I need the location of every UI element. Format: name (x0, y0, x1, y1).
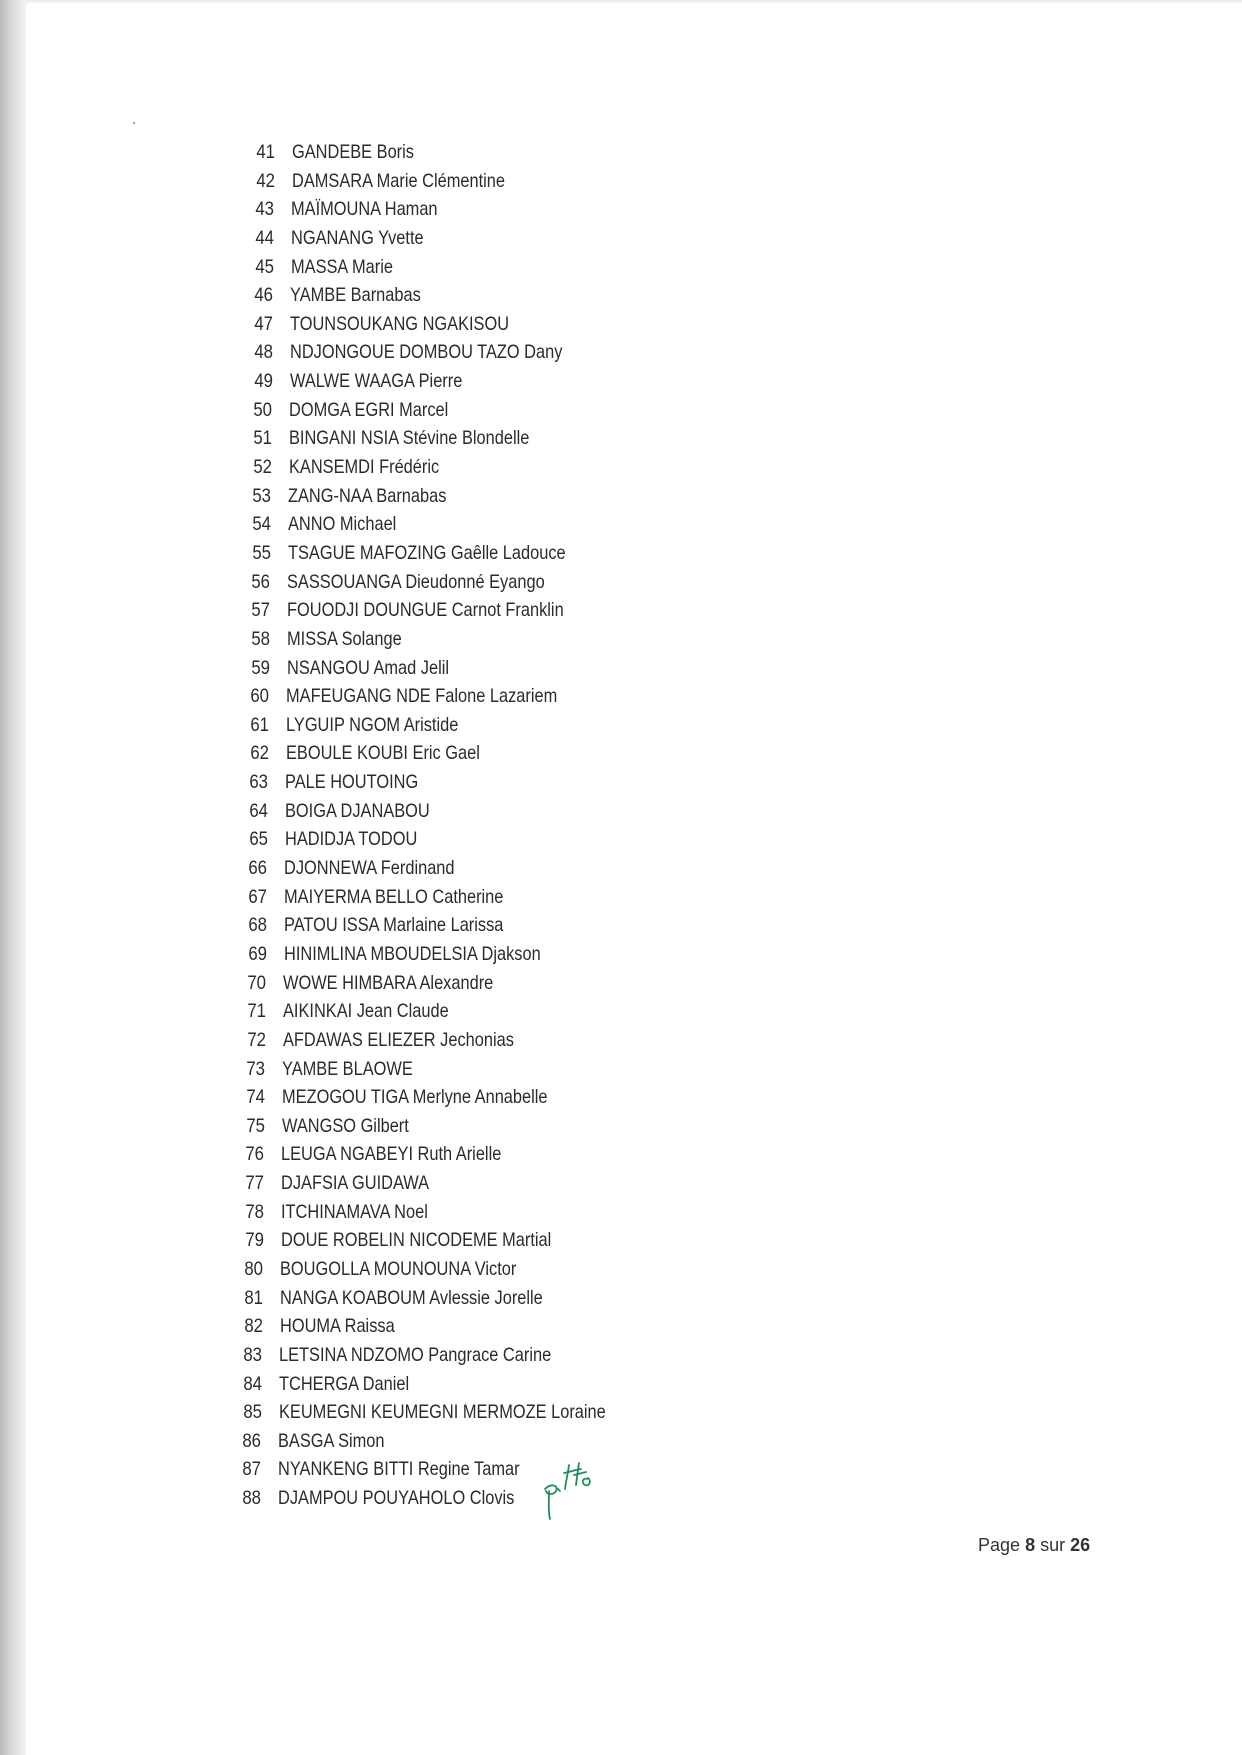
list-item (0, 596, 1242, 625)
list-item (0, 654, 1242, 683)
entry-name: NYANKENG BITTI Regine Tamar (278, 1458, 520, 1481)
entry-name: GANDEBE Boris (292, 141, 414, 163)
entry-name: FOUODJI DOUNGUE Carnot Franklin (287, 599, 564, 622)
entry-number: 42 (256, 169, 275, 192)
entry-name: DOUE ROBELIN NICODEME Martial (281, 1229, 552, 1252)
entry-number: 48 (254, 341, 273, 364)
signature-icon (537, 1455, 607, 1535)
list-item (0, 1169, 1242, 1198)
list-item (0, 367, 1242, 396)
list-item (0, 138, 1242, 167)
entry-name: PATOU ISSA Marlaine Larissa (284, 914, 504, 937)
list-item (0, 682, 1242, 711)
entry-name: DAMSARA Marie Clémentine (292, 169, 506, 192)
list-item (0, 1226, 1242, 1255)
entry-name: NDJONGOUE DOMBOU TAZO Dany (290, 341, 563, 364)
entry-name: PALE HOUTOING (285, 771, 419, 794)
entry-name: MAIYERMA BELLO Catherine (284, 885, 504, 908)
entry-name: AFDAWAS ELIEZER Jechonias (283, 1028, 514, 1051)
entry-name: YAMBE BLAOWE (282, 1057, 413, 1080)
entry-number: 73 (246, 1057, 265, 1080)
list-item (0, 338, 1242, 367)
list-item (0, 1083, 1242, 1112)
of-word: sur (1040, 1535, 1066, 1555)
entry-number: 64 (249, 799, 268, 822)
entry-name: ZANG-NAA Barnabas (288, 484, 447, 507)
entry-name: NSANGOU Amad Jelil (287, 656, 450, 679)
entry-name: MASSA Marie (291, 255, 393, 278)
entry-number: 66 (248, 857, 267, 880)
list-item (0, 253, 1242, 282)
entry-name: BINGANI NSIA Stévine Blondelle (289, 427, 530, 450)
list-item (0, 482, 1242, 511)
list-item (0, 854, 1242, 883)
entry-number: 51 (253, 427, 272, 450)
entry-number: 72 (247, 1028, 266, 1051)
entry-name: EBOULE KOUBI Eric Gael (286, 742, 480, 765)
entry-name: NANGA KOABOUM Avlessie Jorelle (280, 1286, 543, 1309)
entry-number: 70 (247, 971, 266, 994)
entry-number: 84 (243, 1372, 262, 1395)
list-item (0, 969, 1242, 998)
entry-name: LETSINA NDZOMO Pangrace Carine (279, 1343, 552, 1366)
list-item (0, 1112, 1242, 1141)
name-list (0, 138, 1242, 1513)
entry-number: 60 (250, 685, 269, 708)
entry-number: 83 (243, 1343, 262, 1366)
entry-name: DJAFSIA GUIDAWA (281, 1172, 430, 1195)
entry-number: 52 (253, 456, 272, 479)
entry-name: KEUMEGNI KEUMEGNI MERMOZE Loraine (279, 1401, 606, 1424)
list-item (0, 281, 1242, 310)
list-item (0, 825, 1242, 854)
entry-number: 87 (242, 1458, 261, 1481)
entry-number: 62 (250, 742, 269, 765)
entry-name: DJAMPOU POUYAHOLO Clovis (278, 1487, 515, 1510)
entry-number: 80 (244, 1257, 263, 1280)
entry-number: 53 (252, 484, 271, 507)
entry-name: ITCHINAMAVA Noel (281, 1200, 428, 1223)
entry-name: YAMBE Barnabas (290, 284, 421, 307)
entry-number: 58 (251, 627, 270, 650)
entry-number: 81 (244, 1286, 263, 1309)
entry-number: 55 (252, 541, 271, 564)
entry-name: TOUNSOUKANG NGAKISOU (290, 312, 510, 335)
entry-number: 63 (249, 771, 268, 794)
list-item (0, 1198, 1242, 1227)
entry-number: 45 (255, 255, 274, 278)
entry-number: 88 (242, 1487, 261, 1510)
entry-name: WOWE HIMBARA Alexandre (283, 971, 494, 994)
entry-number: 76 (245, 1143, 264, 1166)
entry-name: HADIDJA TODOU (285, 828, 418, 851)
entry-number: 49 (254, 370, 273, 393)
entry-number: 82 (244, 1315, 263, 1338)
list-item (0, 625, 1242, 654)
entry-number: 78 (245, 1200, 264, 1223)
entry-name: MEZOGOU TIGA Merlyne Annabelle (282, 1086, 548, 1109)
entry-name: WANGSO Gilbert (282, 1114, 409, 1137)
list-item (0, 997, 1242, 1026)
entry-number: 61 (250, 713, 269, 736)
entry-name: AIKINKAI Jean Claude (283, 1000, 449, 1023)
entry-name: SASSOUANGA Dieudonné Eyango (287, 570, 545, 593)
entry-name: TCHERGA Daniel (279, 1372, 410, 1395)
entry-number: 59 (251, 656, 270, 679)
entry-number: 41 (256, 141, 275, 163)
list-item (0, 1284, 1242, 1313)
list-item (0, 310, 1242, 339)
list-item (0, 224, 1242, 253)
list-item (0, 711, 1242, 740)
list-item (0, 167, 1242, 196)
entry-number: 44 (255, 226, 274, 249)
list-item (0, 1140, 1242, 1169)
list-item (0, 940, 1242, 969)
list-item (0, 1026, 1242, 1055)
entry-name: MAÏMOUNA Haman (291, 198, 438, 221)
entry-name: MAFEUGANG NDE Falone Lazariem (286, 685, 558, 708)
list-item (0, 195, 1242, 224)
entry-name: HOUMA Raissa (280, 1315, 395, 1338)
entry-number: 86 (242, 1429, 261, 1452)
entry-number: 47 (254, 312, 273, 335)
page-footer (978, 1535, 1090, 1556)
entry-name: DJONNEWA Ferdinand (284, 857, 455, 880)
entry-number: 75 (246, 1114, 265, 1137)
entry-name: LEUGA NGABEYI Ruth Arielle (281, 1143, 502, 1166)
list-item (0, 453, 1242, 482)
list-item (0, 1055, 1242, 1084)
entry-name: WALWE WAAGA Pierre (290, 370, 463, 393)
list-item (0, 1484, 1242, 1513)
list-item (0, 1312, 1242, 1341)
list-item (0, 1455, 1242, 1484)
list-item (0, 911, 1242, 940)
entry-number: 54 (252, 513, 271, 536)
list-item (0, 883, 1242, 912)
list-item (0, 1341, 1242, 1370)
list-item (0, 1255, 1242, 1284)
list-item (0, 797, 1242, 826)
entry-name: TSAGUE MAFOZING Gaêlle Ladouce (288, 541, 566, 564)
entry-name: MISSA Solange (287, 627, 402, 650)
entry-number: 74 (246, 1086, 265, 1109)
list-item (0, 1370, 1242, 1399)
list-item (0, 1427, 1242, 1456)
entry-name: NGANANG Yvette (291, 226, 424, 249)
list-item (0, 424, 1242, 453)
entry-number: 85 (243, 1401, 262, 1424)
entry-name: KANSEMDI Frédéric (289, 456, 440, 479)
entry-number: 43 (255, 198, 274, 221)
entry-number: 46 (254, 284, 273, 307)
list-item (0, 510, 1242, 539)
entry-number: 65 (249, 828, 268, 851)
page-number: 8 (1025, 1535, 1036, 1555)
entry-name: BOIGA DJANABOU (285, 799, 430, 822)
list-item (0, 568, 1242, 597)
entry-name: BASGA Simon (278, 1429, 385, 1452)
entry-number: 50 (253, 398, 272, 421)
entry-name: HINIMLINA MBOUDELSIA Djakson (284, 942, 541, 965)
scan-top-edge (26, 0, 1242, 4)
entry-number: 67 (248, 885, 267, 908)
entry-name: BOUGOLLA MOUNOUNA Victor (280, 1257, 517, 1280)
scan-speck (133, 122, 135, 124)
entry-number: 77 (245, 1172, 264, 1195)
entry-number: 68 (248, 914, 267, 937)
entry-number: 56 (251, 570, 270, 593)
list-item (0, 739, 1242, 768)
page-word: Page (978, 1535, 1021, 1555)
entry-number: 69 (248, 942, 267, 965)
entry-number: 57 (251, 599, 270, 622)
entry-number: 71 (247, 1000, 266, 1023)
entry-number: 79 (245, 1229, 264, 1252)
list-item (0, 1398, 1242, 1427)
entry-name: LYGUIP NGOM Aristide (286, 713, 459, 736)
list-item (0, 396, 1242, 425)
total-pages: 26 (1070, 1535, 1091, 1555)
list-item (0, 768, 1242, 797)
list-item (0, 539, 1242, 568)
entry-name: DOMGA EGRI Marcel (289, 398, 449, 421)
entry-name: ANNO Michael (288, 513, 397, 536)
